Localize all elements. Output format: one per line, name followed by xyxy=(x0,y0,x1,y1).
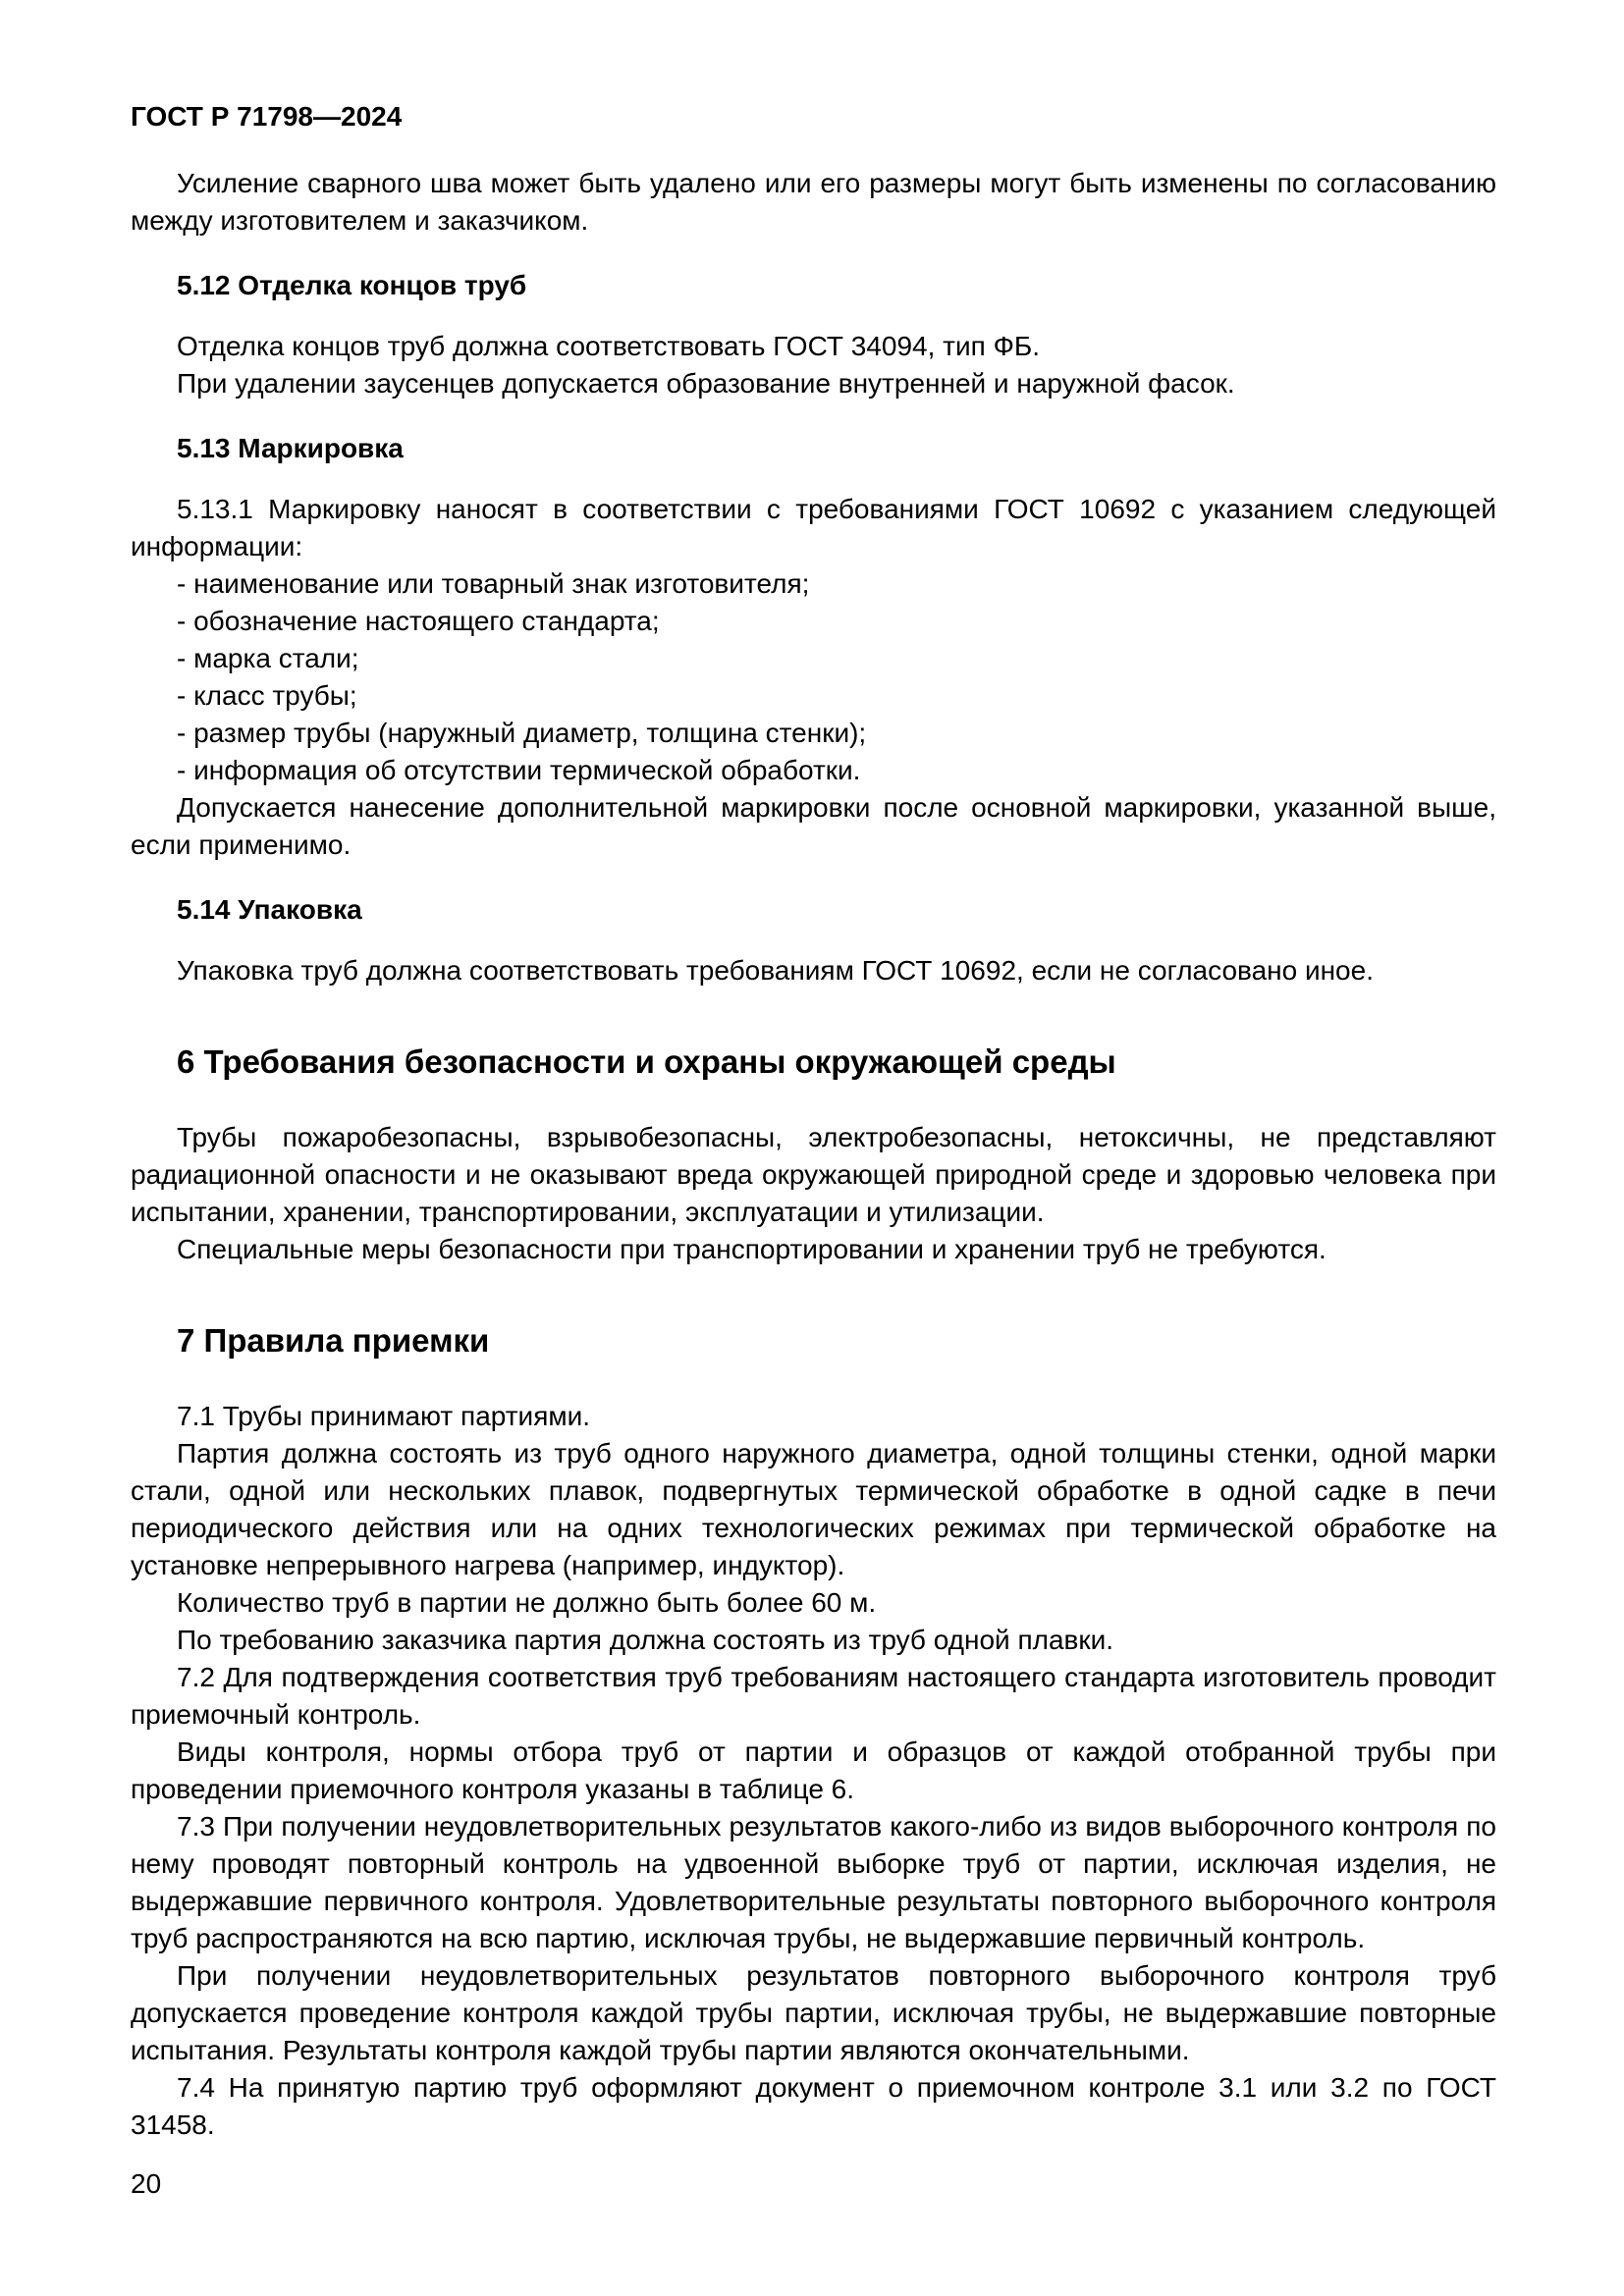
list-item: - размер трубы (наружный диаметр, толщина стенки); xyxy=(177,718,867,748)
paragraph: 5.13.1 Маркировку наносят в соответствии с требованиями ГОСТ 10692 с указанием следующей информации: xyxy=(131,494,1496,561)
paragraph: При получении неудовлетворительных результатов повторного выборочного контроля труб допускается проведение контроля каждой трубы партии, исключая трубы, не выдержавшие повторные испытания. Результаты контроля каждой трубы партии являются окончательными. xyxy=(131,1960,1496,2065)
paragraph: 7.1 Трубы принимают партиями. xyxy=(177,1401,591,1431)
subsection-heading-5-13: 5.13 Маркировка xyxy=(177,433,404,463)
section-heading-6: 6 Требования безопасности и охраны окружающей среды xyxy=(177,1043,1116,1080)
list-item: - класс трубы; xyxy=(177,680,357,711)
paragraph: Усиление сварного шва может быть удалено или его размеры могут быть изменены по согласованию между изготовителем и заказчиком. xyxy=(131,168,1496,236)
list-item: - марка стали; xyxy=(177,643,359,673)
paragraph: Специальные меры безопасности при транспортировании и хранении труб не требуются. xyxy=(177,1234,1326,1264)
paragraph: Трубы пожаробезопасны, взрывобезопасны, электробезопасны, нетоксичны, не представляют радиационной опасности и не оказывают вреда окружающей природной среде и здоровью человека при испытании, хранении, транспортировании, эксплуатации и утилизации. xyxy=(131,1122,1496,1227)
list-item: - наименование или товарный знак изготовителя; xyxy=(177,568,810,599)
doc-code: ГОСТ Р 71798—2024 xyxy=(131,101,403,132)
paragraph: Виды контроля, нормы отбора труб от партии и образцов от каждой отобранной трубы при проведении приемочного контроля указаны в таблице 6. xyxy=(131,1736,1496,1804)
page-number: 20 xyxy=(131,2168,162,2199)
paragraph: Количество труб в партии не должно быть более 60 м. xyxy=(177,1587,877,1618)
subsection-heading-5-12: 5.12 Отделка концов труб xyxy=(177,270,527,300)
list-item: - обозначение настоящего стандарта; xyxy=(177,606,660,636)
section-heading-7: 7 Правила приемки xyxy=(177,1322,490,1359)
paragraph: 7.2 Для подтверждения соответствия труб требованиям настоящего стандарта изготовитель проводит приемочный контроль. xyxy=(131,1662,1496,1730)
paragraph: 7.4 На принятую партию труб оформляют документ о приемочном контроле 3.1 или 3.2 по ГОСТ 31458. xyxy=(131,2072,1496,2140)
paragraph: Отделка концов труб должна соответствовать ГОСТ 34094, тип ФБ. xyxy=(177,331,1041,361)
paragraph: При удалении заусенцев допускается образование внутренней и наружной фасок. xyxy=(177,368,1235,399)
list-item: - информация об отсутствии термической обработки. xyxy=(177,755,861,785)
paragraph: Упаковка труб должна соответствовать требованиям ГОСТ 10692, если не согласовано иное. xyxy=(177,955,1374,986)
paragraph: Допускается нанесение дополнительной маркировки после основной маркировки, указанной выше, если применимо. xyxy=(131,792,1496,860)
paragraph: По требованию заказчика партия должна состоять из труб одной плавки. xyxy=(177,1625,1114,1655)
document-body xyxy=(131,165,1496,2144)
subsection-heading-5-14: 5.14 Упаковка xyxy=(177,894,362,925)
paragraph: Партия должна состоять из труб одного наружного диаметра, одной толщины стенки, одной марки стали, одной или нескольких плавок, подвергнутых термической обработке в одной садке в печи периодического действия или на одних технологических режимах при термической обработке на установке непрерывного нагрева (например, индуктор). xyxy=(131,1438,1496,1580)
paragraph: 7.3 При получении неудовлетворительных результатов какого-либо из видов выборочного контроля по нему проводят повторный контроль на удвоенной выборке труб от партии, исключая изделия, не выдержавшие первичного контроля. Удовлетворительные результаты повторного выборочного контроля труб распространяются на всю партию, исключая трубы, не выдержавшие первичный контроль. xyxy=(131,1811,1496,1953)
